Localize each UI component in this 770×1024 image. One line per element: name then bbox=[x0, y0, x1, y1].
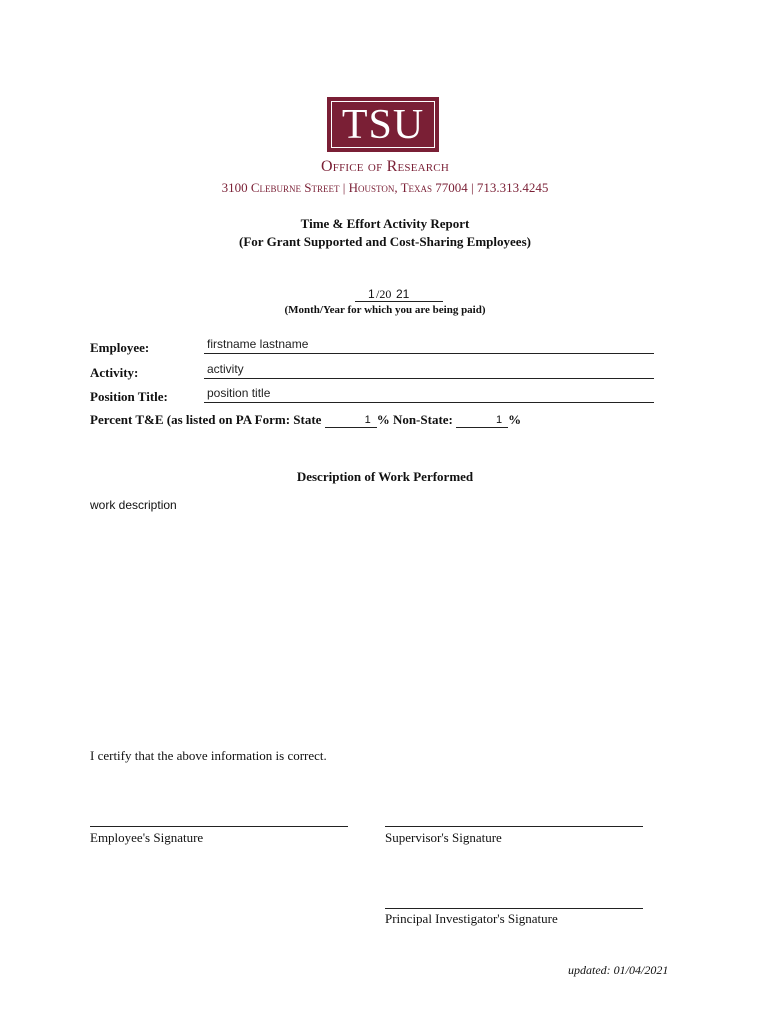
period-month[interactable]: 1 bbox=[368, 287, 375, 301]
form-title: Time & Effort Activity Report bbox=[300, 216, 470, 231]
logo-text: TSU bbox=[331, 101, 435, 148]
activity-field[interactable]: activity bbox=[207, 362, 244, 376]
description-field[interactable]: work description bbox=[90, 498, 177, 512]
percent-row bbox=[90, 412, 521, 428]
updated-date: updated: 01/04/2021 bbox=[568, 963, 669, 977]
pi-signature-label: Principal Investigator's Signature bbox=[385, 911, 558, 926]
supervisor-signature-label: Supervisor's Signature bbox=[385, 830, 502, 845]
form-subtitle: (For Grant Supported and Cost-Sharing Employees) bbox=[239, 234, 531, 249]
period-separator: /20 bbox=[376, 287, 392, 301]
nonstate-label: % Non-State: bbox=[376, 412, 453, 427]
period-caption: (Month/Year for which you are being paid) bbox=[284, 304, 486, 316]
percent-suffix: % bbox=[508, 412, 522, 427]
nonstate-percent-field[interactable] bbox=[456, 414, 508, 428]
tsu-logo bbox=[327, 97, 439, 152]
activity-line bbox=[204, 362, 654, 379]
percent-label: Percent T&E (as listed on PA Form: State bbox=[90, 412, 322, 427]
employee-label: Employee: bbox=[90, 340, 150, 355]
position-label: Position Title: bbox=[90, 389, 168, 404]
period-year[interactable]: 21 bbox=[396, 287, 410, 301]
office-name: Office of Research bbox=[321, 158, 449, 175]
employee-field[interactable]: firstname lastname bbox=[207, 337, 309, 351]
supervisor-signature-line[interactable] bbox=[385, 826, 643, 827]
activity-label: Activity: bbox=[90, 365, 139, 380]
pi-signature-line[interactable] bbox=[385, 908, 643, 909]
period-field[interactable] bbox=[355, 287, 443, 301]
nonstate-percent-value[interactable]: 1 bbox=[496, 414, 503, 426]
certify-text: I certify that the above information is correct. bbox=[90, 748, 327, 763]
employee-signature-label: Employee's Signature bbox=[90, 830, 204, 845]
office-address: 3100 Cleburne Street | Houston, Texas 77004 | 713.313.4245 bbox=[221, 180, 549, 195]
position-field[interactable]: position title bbox=[207, 386, 271, 400]
state-percent-value[interactable]: 1 bbox=[364, 414, 371, 426]
description-heading: Description of Work Performed bbox=[296, 469, 474, 484]
state-percent-field[interactable] bbox=[325, 414, 377, 428]
employee-signature-line[interactable] bbox=[90, 826, 348, 827]
position-line bbox=[204, 386, 654, 403]
